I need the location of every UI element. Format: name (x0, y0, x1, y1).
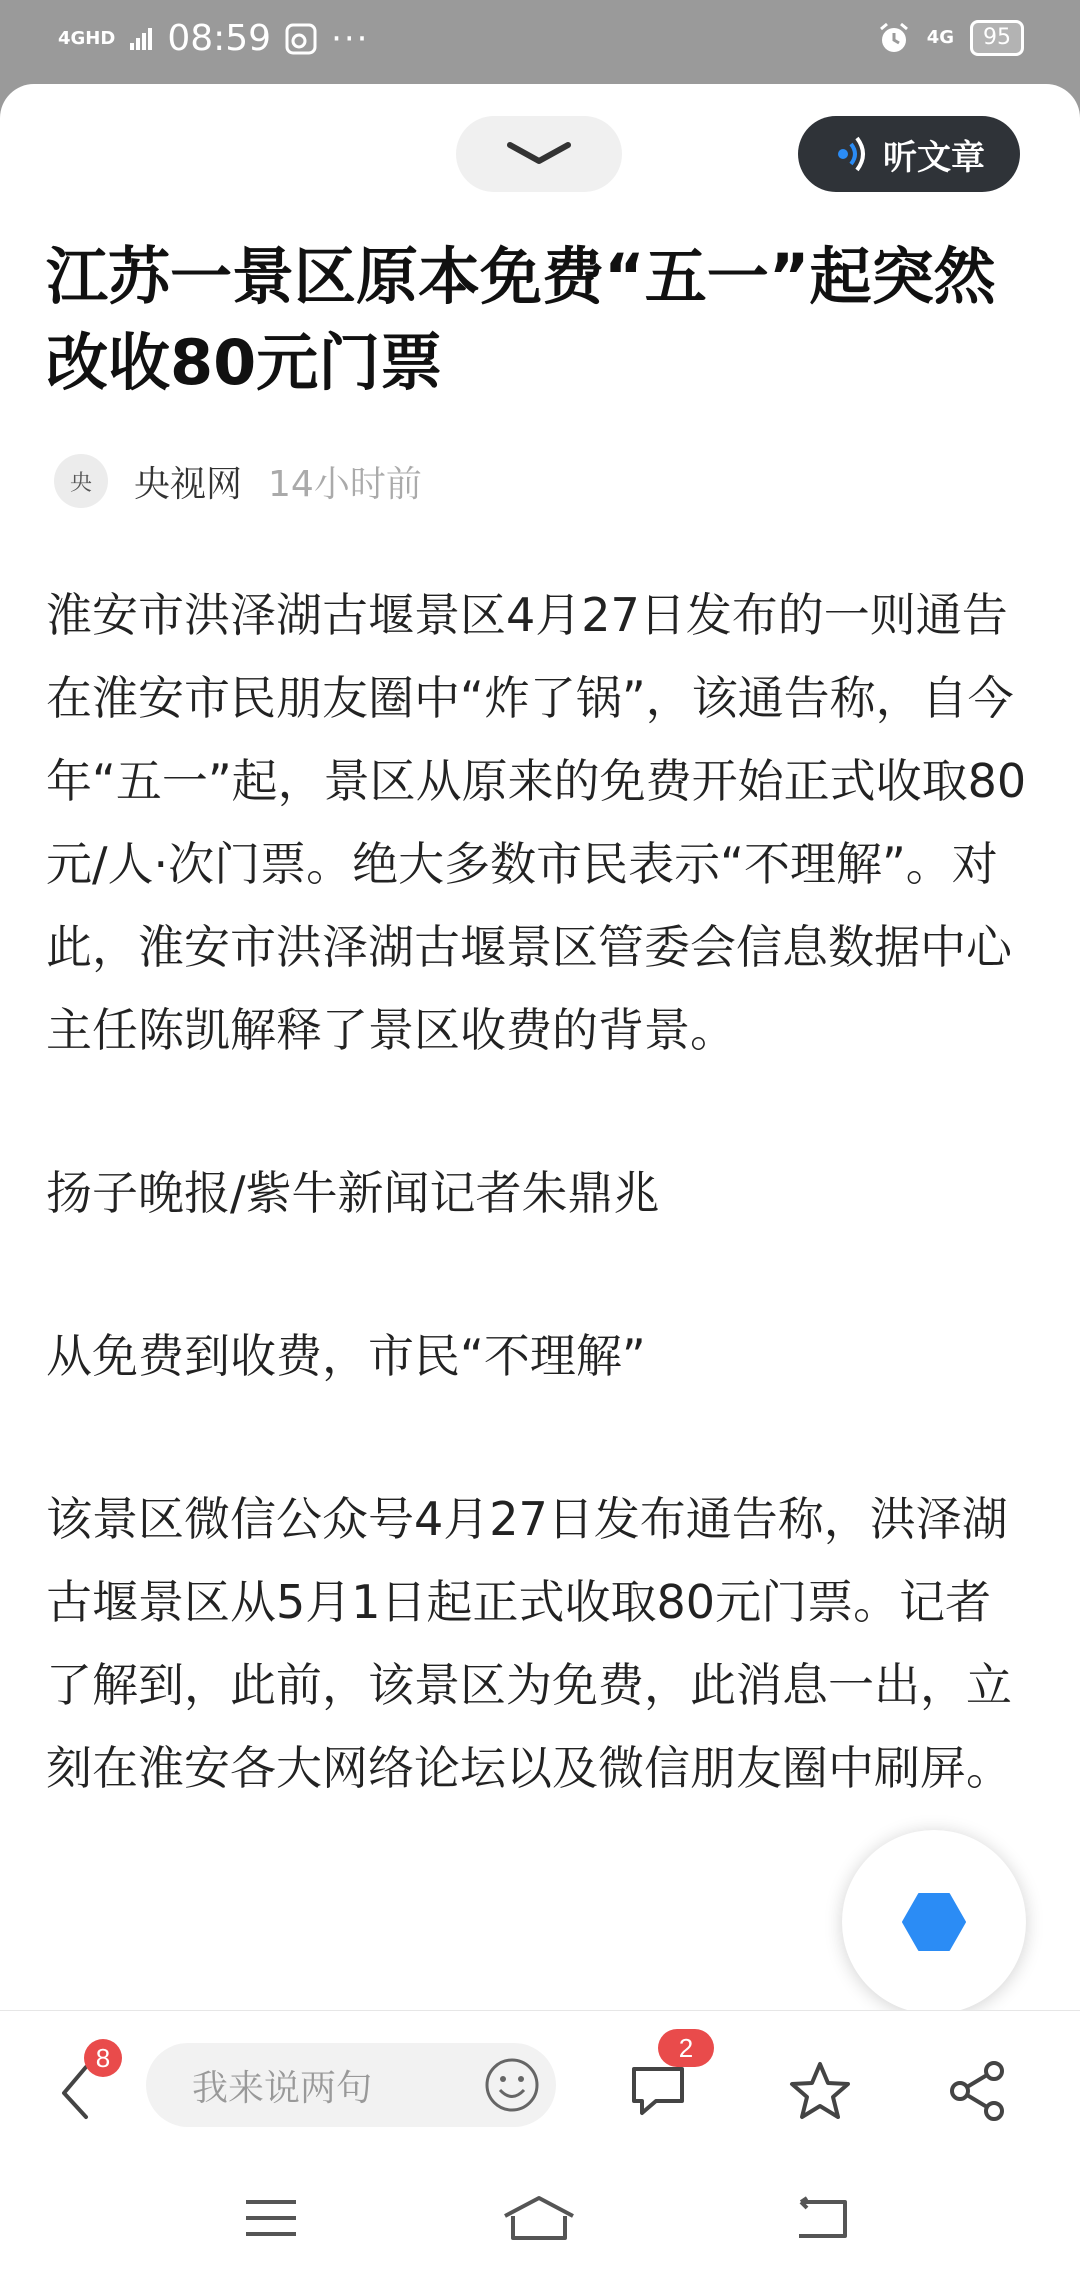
battery-indicator: 95 (970, 20, 1024, 56)
back-arrow-icon (793, 2196, 849, 2240)
audio-wave-icon (833, 132, 873, 176)
comment-icon (628, 2061, 692, 2121)
paragraph: 该景区微信公众号4月27日发布通告称，洪泽湖古堰景区从5月1日起正式收取80元门票。记者了解到，此前，该景区为免费，此消息一出，立刻在淮安各大网络论坛以及微信朋友圈中刷屏。 (46, 1492, 1012, 1795)
bottom-action-bar (0, 2010, 1080, 2159)
article-body (46, 574, 1036, 1890)
home-icon (501, 2194, 577, 2242)
comment-placeholder: 我来说两句 (192, 2067, 373, 2109)
back-count-badge: 8 (84, 2039, 122, 2077)
chevron-down-icon (504, 139, 574, 169)
comments-button[interactable] (622, 2033, 698, 2129)
network-indicator: 4GHD (58, 27, 116, 49)
status-bar (0, 0, 1080, 84)
listen-label: 听文章 (883, 137, 985, 178)
network-indicator-right: 4G (926, 27, 954, 48)
article-source[interactable] (54, 454, 422, 508)
weibo-notification-icon (285, 23, 317, 55)
source-avatar: 央 (54, 454, 108, 508)
share-icon (946, 2059, 1010, 2123)
clock-text: 08:59 (167, 18, 272, 59)
listen-article-button[interactable] (798, 116, 1020, 192)
more-notifications: ··· (331, 18, 370, 59)
emoji-icon[interactable] (482, 2055, 542, 2115)
share-button[interactable] (940, 2053, 1016, 2129)
paragraph: 扬子晚报/紫牛新闻记者朱鼎兆 (46, 1166, 660, 1220)
recent-apps-button[interactable] (226, 2188, 316, 2248)
signal-icon (129, 27, 153, 51)
comment-count-badge: 2 (658, 2029, 714, 2067)
home-button[interactable] (494, 2188, 584, 2248)
paragraph: 淮安市洪泽湖古堰景区4月27日发布的一则通告在淮安市民朋友圈中“炸了锅”，该通告称，自今年“五一”起，景区从原来的免费开始正式收取80元/人·次门票。绝大多数市民表示“不理解”。对此，淮安市洪泽湖古堰景区管委会信息数据中心主任陈凯解释了景区收费的背景。 (46, 588, 1027, 1057)
star-icon (788, 2059, 852, 2123)
menu-icon (244, 2198, 298, 2238)
floating-home-button[interactable] (842, 1830, 1026, 2014)
alarm-icon (877, 21, 911, 55)
collapse-button[interactable] (456, 116, 622, 192)
publish-time: 14小时前 (268, 463, 422, 505)
comment-input[interactable] (146, 2043, 556, 2127)
favorite-button[interactable] (782, 2053, 858, 2129)
source-name[interactable]: 央视网 (134, 463, 243, 505)
article-title: 江苏一景区原本免费“五一”起突然改收80元门票 (46, 240, 996, 399)
back-nav-button[interactable] (776, 2188, 866, 2248)
hexagon-icon (901, 1892, 967, 1952)
back-button[interactable] (56, 2043, 116, 2131)
paragraph: 从免费到收费，市民“不理解” (46, 1329, 646, 1383)
system-navigation-bar (0, 2158, 1080, 2280)
article-sheet (0, 84, 1080, 2280)
